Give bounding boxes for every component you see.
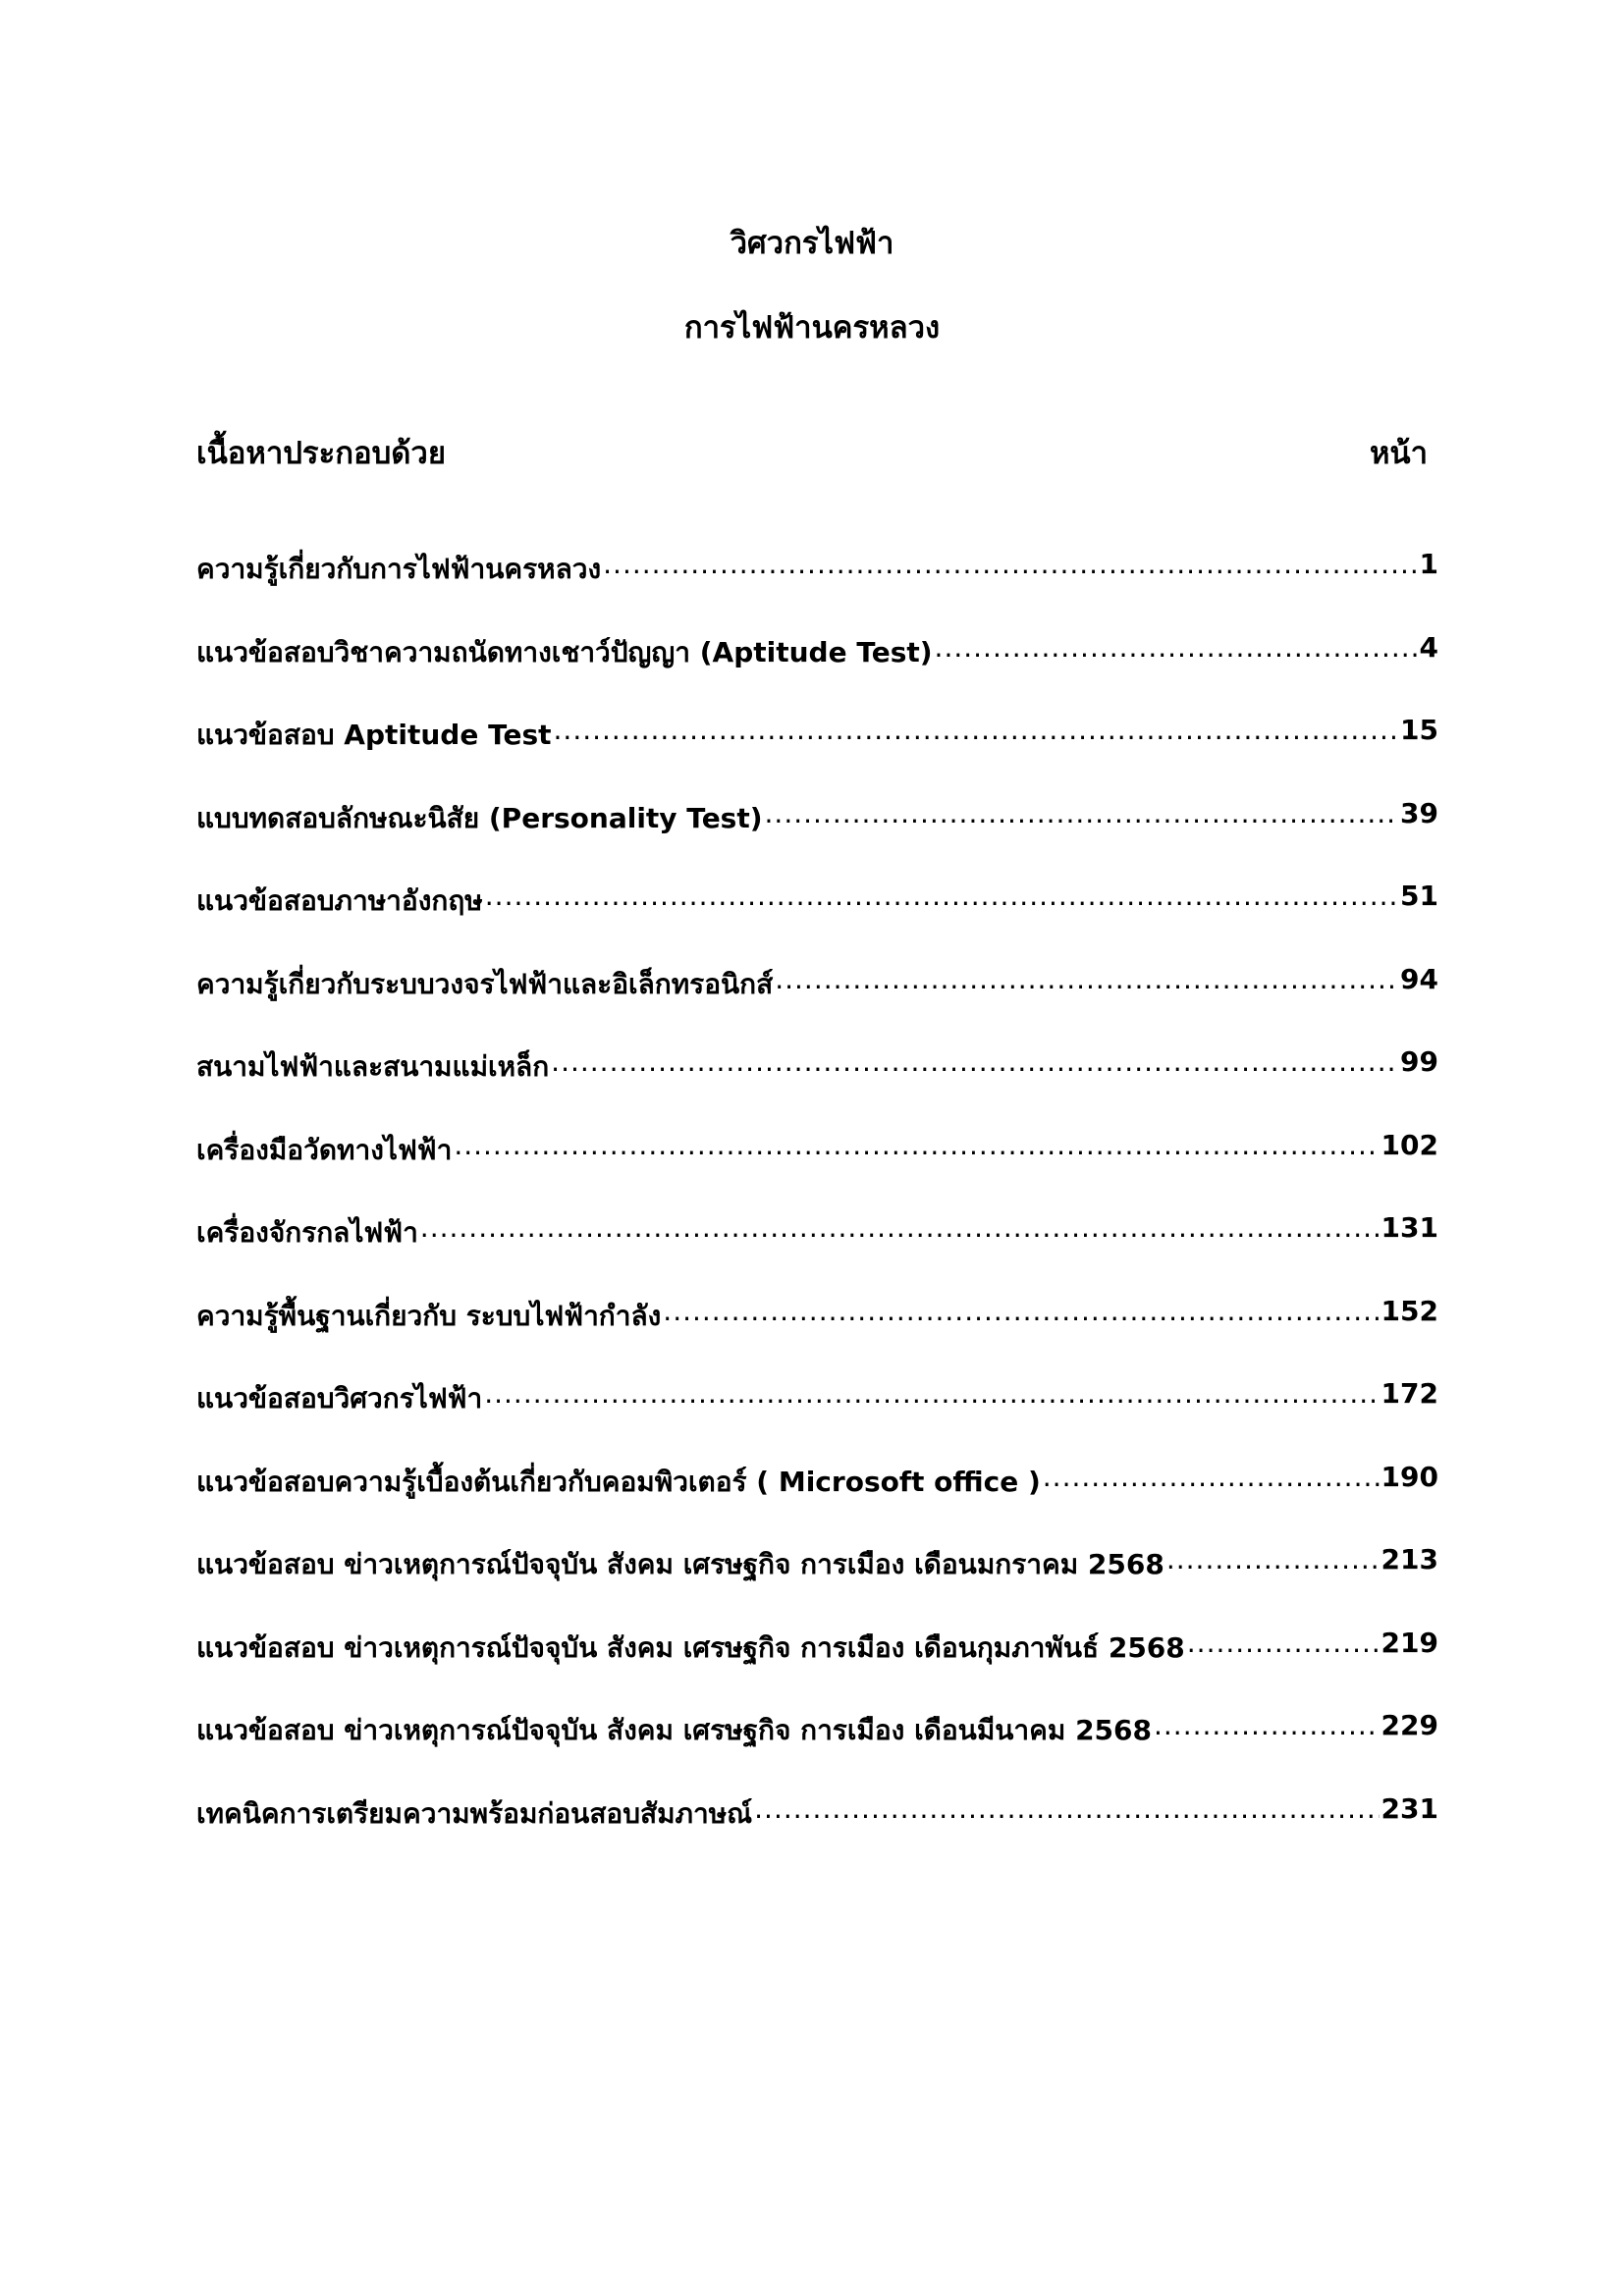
toc-entry-page: 213 — [1380, 1543, 1438, 1575]
toc-entry-title: เครื่องจักรกลไฟฟ้า — [196, 1216, 418, 1249]
toc-contents-label: เนื้อหาประกอบด้วย — [196, 436, 446, 471]
toc-entry-title: แนวข้อสอบ ข่าวเหตุการณ์ปัจจุบัน สังคม เศรษฐกิจ การเมือง เดือนมกราคม 2568 — [196, 1548, 1164, 1580]
toc-dot-leader — [551, 1045, 1398, 1078]
toc-dot-leader — [1043, 1461, 1380, 1493]
document-title: วิศวกรไฟฟ้า — [730, 226, 894, 261]
toc-entry — [196, 963, 1438, 1046]
toc-entry-title: เทคนิคการเตรียมความพร้อมก่อนสอบสัมภาษณ์ — [196, 1796, 753, 1830]
toc-entry-title: แนวข้อสอบความรู้เบื้องต้นเกี่ยวกับคอมพิวเตอร์ ( Microsoft office ) — [196, 1465, 1041, 1498]
toc-entry-page: 190 — [1380, 1460, 1438, 1493]
toc-entry-page: 231 — [1380, 1791, 1438, 1825]
toc-entry-title: แนวข้อสอบ Aptitude Test — [196, 719, 552, 751]
toc-entry-title: สนามไฟฟ้าและสนามแม่เหล็ก — [196, 1050, 550, 1083]
toc-dot-leader — [765, 797, 1399, 829]
toc-entry — [196, 1377, 1438, 1461]
toc-entry-page: 15 — [1400, 714, 1438, 746]
toc-entry-title: เครื่องมือวัดทางไฟฟ้า — [196, 1133, 453, 1166]
toc-dot-leader — [663, 1295, 1379, 1327]
toc-entry-page: 51 — [1400, 880, 1438, 912]
toc-entry — [196, 1211, 1438, 1295]
toc-entry — [196, 1709, 1438, 1792]
toc-dot-leader — [484, 1377, 1379, 1410]
toc-entry-page: 172 — [1380, 1377, 1438, 1410]
toc-entry — [196, 631, 1438, 715]
toc-dot-leader — [554, 714, 1399, 746]
toc-entry — [196, 1461, 1438, 1544]
toc-entry-title: แนวข้อสอบภาษาอังกฤษ — [196, 884, 483, 917]
toc-entry-page: 4 — [1419, 630, 1438, 664]
toc-dot-leader — [454, 1129, 1379, 1161]
toc-dot-leader — [754, 1792, 1379, 1825]
toc-dot-leader — [1154, 1709, 1380, 1741]
toc-entry-title: ความรู้พื้นฐานเกี่ยวกับ ระบบไฟฟ้ากำลัง — [196, 1299, 662, 1332]
toc-dot-leader — [603, 548, 1417, 580]
toc-entry-page: 152 — [1380, 1294, 1438, 1327]
document-subtitle: การไฟฟ้านครหลวง — [683, 310, 941, 346]
toc-entry-title: แนวข้อสอบวิศวกรไฟฟ้า — [196, 1382, 483, 1415]
toc-entry — [196, 880, 1438, 963]
toc-entry — [196, 548, 1438, 631]
toc-entry — [196, 1295, 1438, 1378]
toc-entry-page: 94 — [1400, 962, 1438, 995]
toc-dot-leader — [775, 963, 1398, 995]
toc-page-label: หน้า — [1369, 436, 1428, 471]
toc-entry-page: 99 — [1400, 1045, 1438, 1078]
toc-entry — [196, 1792, 1438, 1876]
toc-entry-title: ความรู้เกี่ยวกับระบบวงจรไฟฟ้าและอิเล็กทรอนิกส์ — [196, 967, 774, 1000]
toc-entry-page: 131 — [1380, 1211, 1438, 1244]
toc-entry-title: แนวข้อสอบ ข่าวเหตุการณ์ปัจจุบัน สังคม เศรษฐกิจ การเมือง เดือนกุมภาพันธ์ 2568 — [196, 1630, 1185, 1664]
toc-dot-leader — [1187, 1627, 1380, 1659]
toc-entry-page: 229 — [1380, 1709, 1438, 1741]
toc-dot-leader — [420, 1211, 1380, 1244]
toc-entry — [196, 1045, 1438, 1129]
table-of-contents — [196, 548, 1438, 1875]
toc-entry-page: 1 — [1419, 548, 1438, 580]
toc-entry — [196, 1129, 1438, 1212]
toc-entry — [196, 1543, 1438, 1627]
toc-entry-page: 39 — [1400, 796, 1438, 829]
toc-dot-leader — [935, 631, 1418, 664]
toc-entry-title: แนวข้อสอบ ข่าวเหตุการณ์ปัจจุบัน สังคม เศรษฐกิจ การเมือง เดือนมีนาคม 2568 — [196, 1714, 1152, 1746]
toc-entry — [196, 714, 1438, 797]
toc-entry-page: 102 — [1380, 1128, 1438, 1161]
toc-entry — [196, 797, 1438, 881]
toc-header — [196, 428, 1428, 477]
toc-entry — [196, 1627, 1438, 1710]
toc-entry-title: แบบทดสอบลักษณะนิสัย (Personality Test) — [196, 801, 763, 834]
toc-dot-leader — [1166, 1543, 1380, 1575]
toc-entry-title: ความรู้เกี่ยวกับการไฟฟ้านครหลวง — [196, 553, 602, 585]
toc-dot-leader — [485, 880, 1398, 912]
toc-entry-page: 219 — [1380, 1626, 1438, 1659]
toc-entry-title: แนวข้อสอบวิชาความถนัดทางเชาว์ปัญญา (Aptitude Test) — [196, 635, 933, 668]
